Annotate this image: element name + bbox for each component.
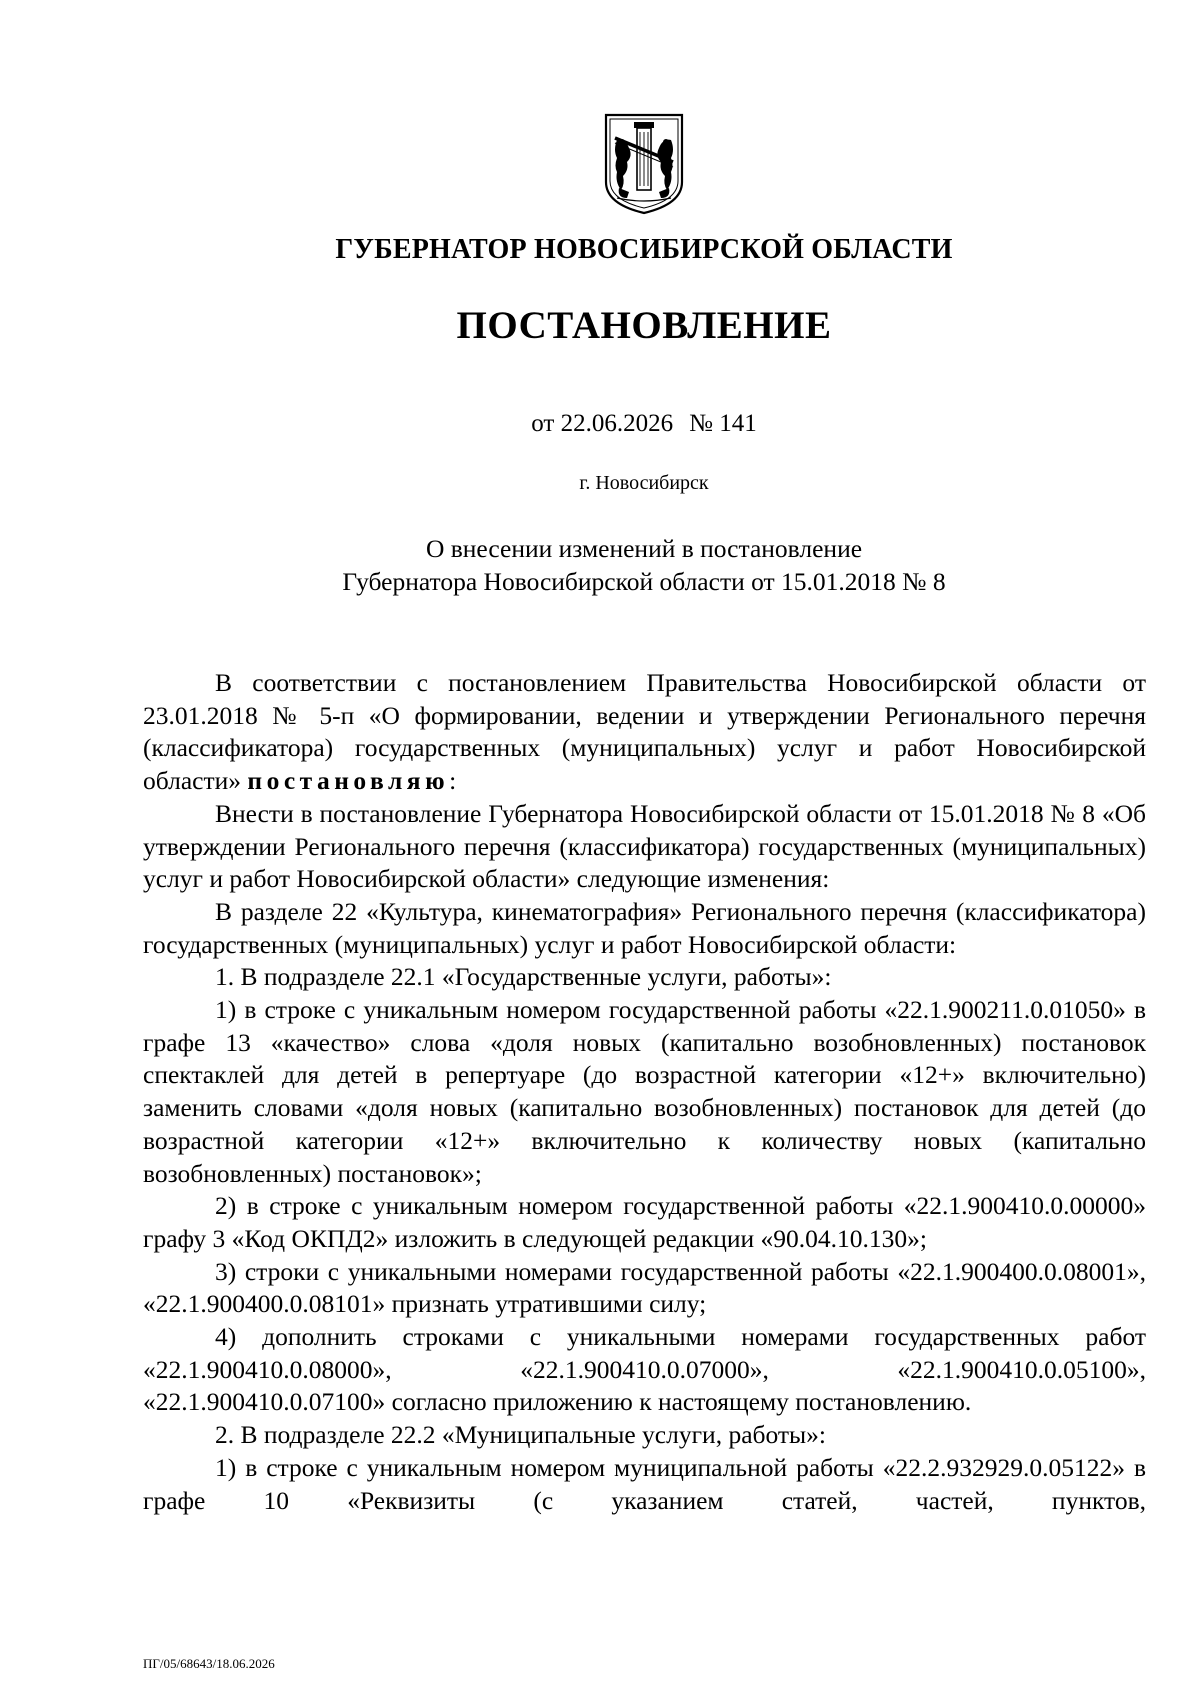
document-subject xyxy=(0,532,1200,598)
document-date: от 22.06.2026 xyxy=(531,410,674,437)
paragraph-item-2: 2) в строке с уникальным номером государственной работы «22.1.900410.0.00000» графу 3 «Код ОКПД2» изложить в следующей редакции «90.04.10.130»; xyxy=(143,1191,1146,1253)
preamble-end: : xyxy=(449,766,457,796)
document-city: г. Новосибирск xyxy=(579,472,709,494)
subject-line-2: Губернатора Новосибирской области от 15.01.2018 № 8 xyxy=(342,567,946,596)
subject-line-1: О внесении изменений в постановление xyxy=(425,534,863,563)
paragraph-item-2-1: 1) в строке с уникальным номером муниципальной работы «22.2.932929.0.05122» в графе 10 «Реквизиты (с указанием статей, частей, пунктов, xyxy=(143,1452,1146,1515)
document-body xyxy=(143,667,1146,1517)
paragraph-subsection-22-1: 1. В подразделе 22.1 «Государственные услуги, работы»: xyxy=(215,962,832,992)
paragraph-section-22: В разделе 22 «Культура, кинематография» Регионального перечня (классификатора) государственных (муниципальных) услуг и работ Новосибирской области: xyxy=(143,896,1146,959)
paragraph-item-1: 1) в строке с уникальным номером государственной работы «22.1.900211.0.01050» в графе 13 «качество» слова «доля новых (капитально возобновленных) постановок спектаклей для детей в репертуаре (до возрастной категории «12+» включительно) заменить словами «доля новых (капитально возобновленных) постановок для детей (до возрастной категории «12+» включительно к количеству новых (капитально возобновленных) постановок»; xyxy=(143,995,1146,1188)
resolution-word: постановляю xyxy=(247,766,450,796)
document-number: № 141 xyxy=(689,410,757,437)
issuing-authority: ГУБЕРНАТОР НОВОСИБИРСКОЙ ОБЛАСТИ xyxy=(335,234,953,265)
novosibirsk-coat-of-arms-icon xyxy=(603,112,685,216)
date-number-line xyxy=(0,410,1200,438)
preamble-text: В соответствии с постановлением Правительства Новосибирской области от 23.01.2018 № 5-п «О формировании, ведении и утверждении Регионального перечня (классификатора) государственных (муниципальных) услуг и работ Новосибирской области» xyxy=(143,668,1146,796)
document-type: ПОСТАНОВЛЕНИЕ xyxy=(456,304,832,347)
paragraph-amend: Внести в постановление Губернатора Новосибирской области от 15.01.2018 № 8 «Об утверждении Регионального перечня (классификатора) государственных (муниципальных) услуг и работ Новосибирской области» следующие изменения: xyxy=(143,798,1146,894)
paragraph-subsection-22-2: 2. В подразделе 22.2 «Муниципальные услуги, работы»: xyxy=(215,1420,827,1450)
paragraph-preamble xyxy=(143,667,1146,798)
paragraph-item-4: 4) дополнить строками с уникальными номерами государственных работ «22.1.900410.0.08000», «22.1.900410.0.07000», «22.1.900410.0.05100», «22.1.900410.0.07100» согласно приложению к настоящему постановлению. xyxy=(143,1322,1146,1417)
document-registration-code: ПГ/05/68643/18.06.2026 xyxy=(143,1656,275,1671)
paragraph-item-3: 3) строки с уникальными номерами государственной работы «22.1.900400.0.08001», «22.1.900400.0.08101» признать утратившими силу; xyxy=(143,1256,1146,1319)
